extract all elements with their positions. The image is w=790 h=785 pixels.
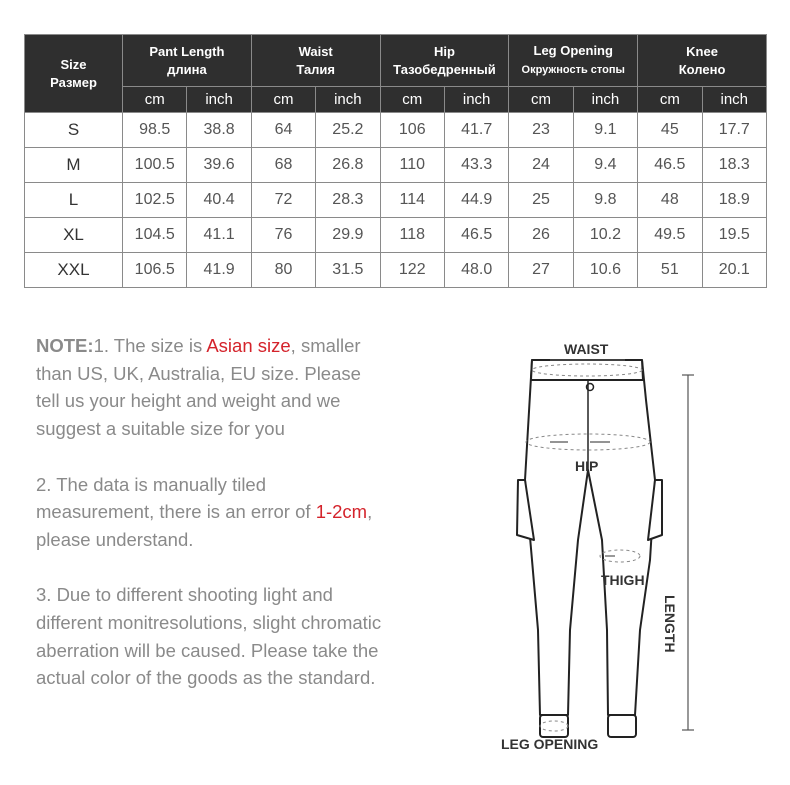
- error-range-highlight: 1-2cm: [315, 501, 368, 523]
- measurement-cell: 26.8: [316, 148, 380, 183]
- size-table: [24, 34, 767, 288]
- measurement-cell: 46.5: [444, 218, 508, 253]
- measurement-cell: 100.5: [123, 148, 187, 183]
- measurement-cell: 72: [251, 183, 315, 218]
- header-pant-length: Pant Length длина: [123, 35, 252, 87]
- measurement-cell: 49.5: [638, 218, 702, 253]
- length-label: LENGTH: [662, 595, 678, 653]
- measurement-cell: 9.1: [573, 113, 637, 148]
- measurement-cell: 38.8: [187, 113, 251, 148]
- size-cell: S: [25, 113, 123, 148]
- unit-row: [25, 87, 767, 113]
- measurement-cell: 51: [638, 253, 702, 288]
- measurement-cell: 20.1: [702, 253, 766, 288]
- measurement-cell: 122: [380, 253, 444, 288]
- measurement-cell: 106: [380, 113, 444, 148]
- pants-illustration: [490, 330, 730, 760]
- unit-cell: inch: [316, 87, 380, 113]
- measurement-cell: 45: [638, 113, 702, 148]
- unit-cell: cm: [123, 87, 187, 113]
- measurement-cell: 23: [509, 113, 573, 148]
- unit-cell: cm: [251, 87, 315, 113]
- table-row: [25, 113, 767, 148]
- measurement-cell: 110: [380, 148, 444, 183]
- measurement-cell: 10.2: [573, 218, 637, 253]
- note-item-3: 3. Due to different shooting light and different monitresolutions, slight chromatic aberration will be caused. Please take the actual color of the goods as the standard.: [36, 584, 382, 689]
- table-row: [25, 218, 767, 253]
- measurement-cell: 18.3: [702, 148, 766, 183]
- measurement-cell: 18.9: [702, 183, 766, 218]
- unit-cell: inch: [702, 87, 766, 113]
- unit-cell: inch: [573, 87, 637, 113]
- measurement-cell: 17.7: [702, 113, 766, 148]
- measurement-cell: 80: [251, 253, 315, 288]
- measurement-cell: 102.5: [123, 183, 187, 218]
- measurement-cell: 29.9: [316, 218, 380, 253]
- size-cell: L: [25, 183, 123, 218]
- header-leg-opening: Leg Opening Окружность стопы: [509, 35, 638, 87]
- measurement-cell: 64: [251, 113, 315, 148]
- leg-opening-label: LEG OPENING: [501, 736, 599, 752]
- measurement-cell: 48.0: [444, 253, 508, 288]
- header-waist: Waist Талия: [251, 35, 380, 87]
- measurement-cell: 98.5: [123, 113, 187, 148]
- size-note: [36, 332, 386, 720]
- measurement-cell: 41.7: [444, 113, 508, 148]
- unit-cell: inch: [187, 87, 251, 113]
- measurement-cell: 39.6: [187, 148, 251, 183]
- measurement-cell: 114: [380, 183, 444, 218]
- table-body: [25, 113, 767, 288]
- measurement-cell: 40.4: [187, 183, 251, 218]
- unit-cell: cm: [380, 87, 444, 113]
- unit-cell: inch: [444, 87, 508, 113]
- header-row: [25, 35, 767, 87]
- measurement-cell: 27: [509, 253, 573, 288]
- measurement-cell: 41.9: [187, 253, 251, 288]
- size-cell: M: [25, 148, 123, 183]
- measurement-cell: 44.9: [444, 183, 508, 218]
- measurement-cell: 25: [509, 183, 573, 218]
- note-item-2: 2. The data is manually tiled measurement, there is an error of 1-2cm, please understand.: [36, 473, 373, 550]
- table-row: [25, 148, 767, 183]
- header-knee: Knee Колено: [638, 35, 767, 87]
- measurement-cell: 43.3: [444, 148, 508, 183]
- measurement-cell: 26: [509, 218, 573, 253]
- hip-label: HIP: [575, 458, 599, 474]
- unit-cell: cm: [509, 87, 573, 113]
- size-cell: XXL: [25, 253, 123, 288]
- note-item-1: NOTE:1. The size is Asian size, smaller than US, UK, Australia, EU size. Please tell us your height and weight and we suggest a suitable size for you: [36, 335, 361, 440]
- measurement-cell: 41.1: [187, 218, 251, 253]
- measurement-cell: 19.5: [702, 218, 766, 253]
- table-row: [25, 183, 767, 218]
- measurement-cell: 9.8: [573, 183, 637, 218]
- asian-size-highlight: Asian size: [206, 335, 291, 356]
- measurement-cell: 9.4: [573, 148, 637, 183]
- measurement-cell: 48: [638, 183, 702, 218]
- waist-label: WAIST: [564, 341, 609, 357]
- measurement-cell: 106.5: [123, 253, 187, 288]
- measurement-cell: 31.5: [316, 253, 380, 288]
- table-row: [25, 253, 767, 288]
- measurement-cell: 10.6: [573, 253, 637, 288]
- pants-measurement-diagram: [490, 330, 730, 760]
- measurement-cell: 24: [509, 148, 573, 183]
- measurement-cell: 104.5: [123, 218, 187, 253]
- measurement-cell: 28.3: [316, 183, 380, 218]
- size-cell: XL: [25, 218, 123, 253]
- measurement-cell: 68: [251, 148, 315, 183]
- measurement-cell: 76: [251, 218, 315, 253]
- measurement-cell: 118: [380, 218, 444, 253]
- header-hip: Hip Тазобедренный: [380, 35, 509, 87]
- thigh-label: THIGH: [601, 572, 645, 588]
- header-size: Size Размер: [25, 35, 123, 113]
- measurement-cell: 46.5: [638, 148, 702, 183]
- measurement-cell: 25.2: [316, 113, 380, 148]
- unit-cell: cm: [638, 87, 702, 113]
